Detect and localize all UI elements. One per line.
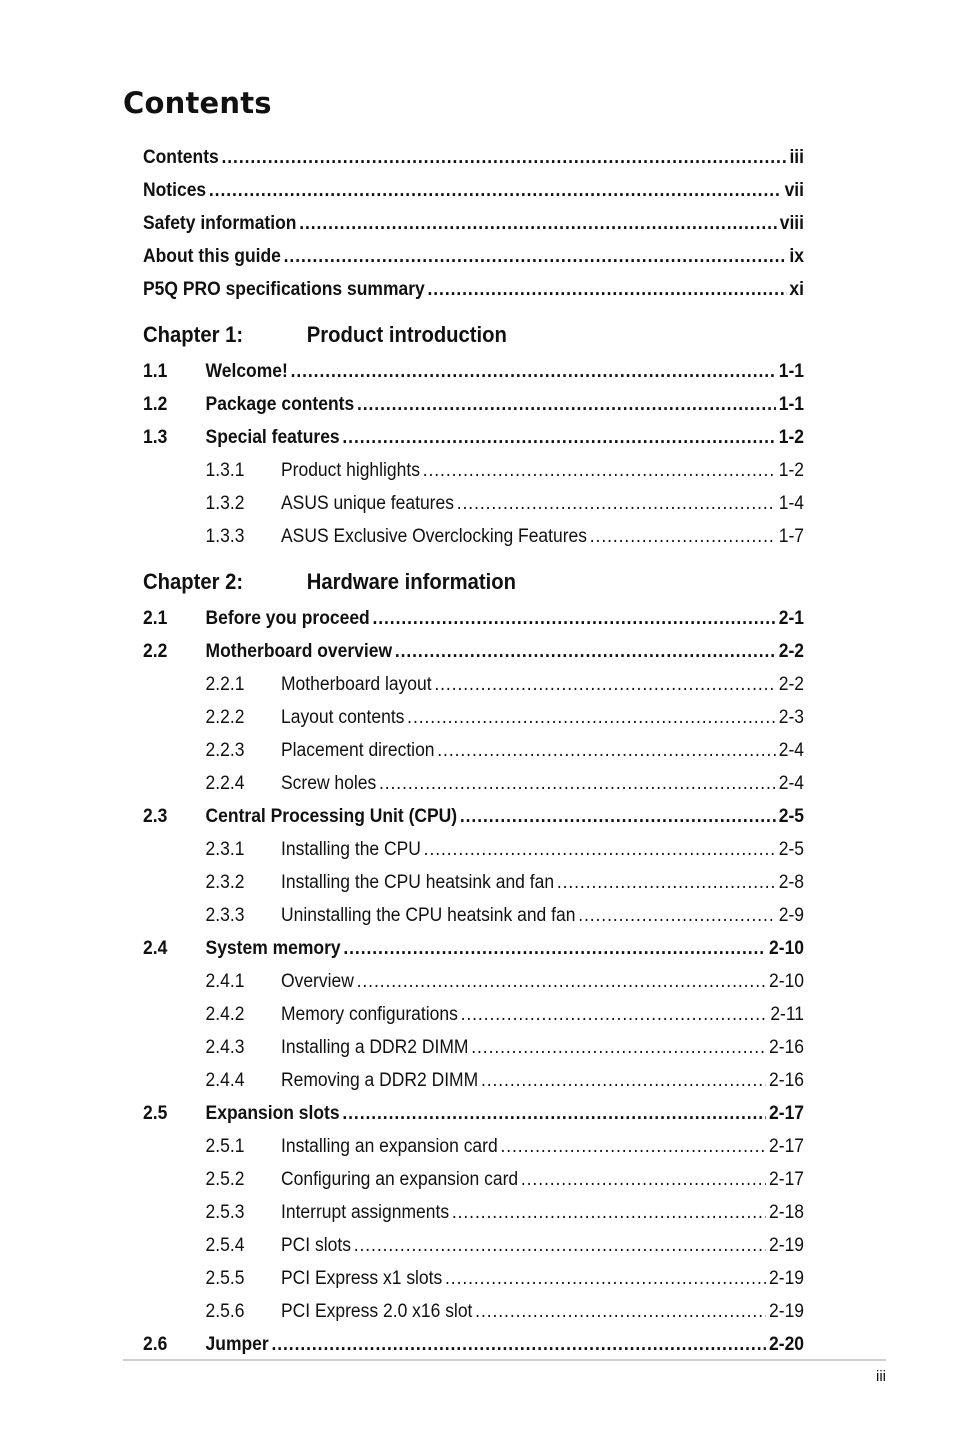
toc-entry-page: 2-16 <box>769 1037 805 1058</box>
toc-entry-page: 2-9 <box>778 905 805 926</box>
toc-entry-title: Package contents <box>205 394 355 415</box>
toc-entry[interactable] <box>143 207 804 240</box>
toc-entry-number: 2.5.3 <box>205 1202 245 1223</box>
toc-entry-page: iii <box>789 147 805 168</box>
toc-entry-title: Removing a DDR2 DIMM <box>281 1070 479 1091</box>
toc-entry-number: 2.3.3 <box>205 905 245 926</box>
toc-entry-page: 2-19 <box>769 1235 805 1256</box>
toc-entry-number: 2.5.2 <box>205 1169 245 1190</box>
toc-entry-number: 2.4.2 <box>205 1004 245 1025</box>
page-title: Contents <box>123 86 272 120</box>
dot-leader <box>475 1295 766 1328</box>
toc-entry-title: Product highlights <box>281 460 420 481</box>
toc-entry-title: Safety information <box>143 213 297 234</box>
toc-entry-page: 2-17 <box>769 1103 805 1124</box>
toc-entry[interactable] <box>143 1130 804 1163</box>
footer-divider <box>123 1359 886 1361</box>
toc-entry[interactable] <box>143 734 804 767</box>
toc-entry-number: 2.2.2 <box>205 707 245 728</box>
toc-entry[interactable] <box>143 388 804 421</box>
dot-leader <box>222 141 787 174</box>
dot-leader <box>437 734 776 767</box>
dot-leader <box>291 355 776 388</box>
toc-entry[interactable] <box>143 1097 804 1130</box>
toc-entry[interactable] <box>143 141 804 174</box>
toc-entry-page: 1-4 <box>778 493 805 514</box>
toc-entry-title: Contents <box>143 147 219 168</box>
toc-entry-number: 2.5.1 <box>205 1136 245 1157</box>
toc-entry-number: 2.4.4 <box>205 1070 245 1091</box>
toc-entry-number: 2.1 <box>143 608 168 629</box>
toc-entry[interactable] <box>143 454 804 487</box>
dot-leader <box>424 833 776 866</box>
dot-leader <box>284 240 787 273</box>
dot-leader <box>500 1130 766 1163</box>
toc-entry-number: 2.5.5 <box>205 1268 245 1289</box>
toc-entry-page: 2-10 <box>769 938 805 959</box>
toc-entry-page: 1-1 <box>778 394 805 415</box>
toc-entry-title: Before you proceed <box>205 608 370 629</box>
toc-entry-title: ASUS unique features <box>281 493 454 514</box>
toc-entry-number: 1.3.3 <box>205 526 245 547</box>
dot-leader <box>590 520 776 553</box>
toc-entry-number: 2.3.2 <box>205 872 245 893</box>
dot-leader <box>343 932 766 965</box>
toc-entry-number: 2.5 <box>143 1103 168 1124</box>
toc-entry[interactable] <box>143 421 804 454</box>
dot-leader <box>354 1229 767 1262</box>
footer-page-number: iii <box>876 1368 886 1385</box>
toc-entry-page: xi <box>789 279 805 300</box>
toc-entry-page: 2-17 <box>769 1169 805 1190</box>
toc-entry-title: ASUS Exclusive Overclocking Features <box>281 526 588 547</box>
toc-entry[interactable] <box>143 866 804 899</box>
toc-entry-page: 1-1 <box>778 361 805 382</box>
dot-leader <box>457 487 776 520</box>
toc-entry[interactable] <box>143 800 804 833</box>
toc-entry-page: 1-2 <box>778 427 805 448</box>
toc-entry-number: 2.5.6 <box>205 1301 245 1322</box>
toc-entry[interactable] <box>143 1328 804 1361</box>
toc-entry[interactable] <box>143 998 804 1031</box>
toc-entry[interactable] <box>143 635 804 668</box>
toc-entry-page: 2-8 <box>778 872 805 893</box>
toc-entry-number: 1.3 <box>143 427 168 448</box>
toc-entry[interactable] <box>143 602 804 635</box>
toc-entry-number: 2.3 <box>143 806 168 827</box>
toc-entry-title: Layout contents <box>281 707 405 728</box>
toc-entry[interactable] <box>143 1163 804 1196</box>
toc-entry-title: About this guide <box>143 246 281 267</box>
chapter-heading <box>143 315 751 355</box>
dot-leader <box>407 701 776 734</box>
toc-entry-page: 2-19 <box>769 1301 805 1322</box>
dot-leader <box>461 998 768 1031</box>
dot-leader <box>471 1031 766 1064</box>
dot-leader <box>299 207 777 240</box>
toc-entry[interactable] <box>143 767 804 800</box>
toc-entry-title: Jumper <box>205 1334 269 1355</box>
toc-entry[interactable] <box>143 1262 804 1295</box>
toc-entry-page: 2-3 <box>778 707 805 728</box>
toc-entry-page: 2-4 <box>778 740 805 761</box>
toc-entry-number: 2.2 <box>143 641 168 662</box>
toc-entry-title: Installing the CPU <box>281 839 421 860</box>
toc-entry-title: Screw holes <box>281 773 377 794</box>
toc-entry-page: 2-11 <box>770 1004 805 1025</box>
toc-entry[interactable] <box>143 899 804 932</box>
toc-entry-page: 2-19 <box>769 1268 805 1289</box>
toc-entry-title: PCI Express x1 slots <box>281 1268 443 1289</box>
toc-entry[interactable] <box>143 833 804 866</box>
dot-leader <box>445 1262 766 1295</box>
toc-entry-title: Welcome! <box>205 361 288 382</box>
toc-entry[interactable] <box>143 1196 804 1229</box>
toc-entry[interactable] <box>143 965 804 998</box>
chapter-label: Chapter 2: <box>143 569 244 594</box>
toc-entry-page: 2-4 <box>778 773 805 794</box>
chapter-label: Chapter 1: <box>143 322 244 347</box>
dot-leader <box>342 1097 766 1130</box>
toc-entry-number: 2.5.4 <box>205 1235 245 1256</box>
toc-entry-title: Configuring an expansion card <box>281 1169 519 1190</box>
table-of-contents <box>143 141 804 1361</box>
dot-leader <box>557 866 776 899</box>
dot-leader <box>271 1328 766 1361</box>
dot-leader <box>427 273 786 306</box>
toc-entry[interactable] <box>143 355 804 388</box>
toc-entry[interactable] <box>143 1295 804 1328</box>
toc-entry[interactable] <box>143 1229 804 1262</box>
dot-leader <box>209 174 782 207</box>
toc-entry-number: 1.3.1 <box>205 460 245 481</box>
toc-entry-page: vii <box>784 180 805 201</box>
toc-entry-title: Motherboard layout <box>281 674 432 695</box>
toc-entry-title: Installing a DDR2 DIMM <box>281 1037 469 1058</box>
toc-entry[interactable] <box>143 520 804 553</box>
chapter-heading <box>143 562 751 602</box>
toc-entry-page: 2-16 <box>769 1070 805 1091</box>
toc-entry-page: 2-2 <box>778 641 805 662</box>
toc-entry-title: Uninstalling the CPU heatsink and fan <box>281 905 576 926</box>
dot-leader <box>452 1196 766 1229</box>
toc-entry[interactable] <box>143 668 804 701</box>
dot-leader <box>357 388 776 421</box>
chapter-title: Product introduction <box>306 322 507 347</box>
dot-leader <box>460 800 776 833</box>
toc-entry-title: P5Q PRO specifications summary <box>143 279 425 300</box>
toc-entry-number: 2.4.1 <box>205 971 245 992</box>
toc-entry-page: ix <box>789 246 805 267</box>
toc-entry[interactable] <box>143 1064 804 1097</box>
toc-entry-title: Installing the CPU heatsink and fan <box>281 872 555 893</box>
toc-entry-number: 2.4.3 <box>205 1037 245 1058</box>
toc-entry-title: PCI Express 2.0 x16 slot <box>281 1301 473 1322</box>
toc-entry[interactable] <box>143 487 804 520</box>
toc-entry-title: Installing an expansion card <box>281 1136 498 1157</box>
toc-entry-page: 1-2 <box>778 460 805 481</box>
toc-entry-number: 2.2.3 <box>205 740 245 761</box>
chapter-title: Hardware information <box>306 569 516 594</box>
dot-leader <box>357 965 767 998</box>
dot-leader <box>434 668 776 701</box>
toc-entry-title: Central Processing Unit (CPU) <box>205 806 458 827</box>
toc-entry-title: Expansion slots <box>205 1103 340 1124</box>
toc-entry-title: Memory configurations <box>281 1004 458 1025</box>
dot-leader <box>395 635 776 668</box>
toc-entry-page: 2-5 <box>778 839 805 860</box>
toc-entry-number: 2.2.1 <box>205 674 245 695</box>
toc-entry-page: 1-7 <box>778 526 805 547</box>
toc-entry-page: 2-1 <box>778 608 805 629</box>
toc-entry-page: 2-10 <box>769 971 805 992</box>
toc-entry-number: 2.2.4 <box>205 773 245 794</box>
dot-leader <box>521 1163 766 1196</box>
toc-entry[interactable] <box>143 273 804 306</box>
toc-entry-title: System memory <box>205 938 341 959</box>
toc-entry-title: PCI slots <box>281 1235 351 1256</box>
toc-entry-number: 1.2 <box>143 394 168 415</box>
toc-entry-number: 2.3.1 <box>205 839 245 860</box>
toc-entry-title: Motherboard overview <box>205 641 393 662</box>
toc-entry-title: Special features <box>205 427 340 448</box>
toc-entry-number: 1.1 <box>143 361 168 382</box>
dot-leader <box>342 421 776 454</box>
toc-entry-page: 2-2 <box>778 674 805 695</box>
toc-entry-page: 2-5 <box>778 806 805 827</box>
dot-leader <box>481 1064 766 1097</box>
toc-entry-page: viii <box>779 213 805 234</box>
toc-entry-number: 2.4 <box>143 938 168 959</box>
toc-entry[interactable] <box>143 240 804 273</box>
toc-entry-title: Placement direction <box>281 740 435 761</box>
dot-leader <box>423 454 776 487</box>
toc-entry-page: 2-20 <box>769 1334 805 1355</box>
dot-leader <box>578 899 776 932</box>
toc-entry-title: Interrupt assignments <box>281 1202 450 1223</box>
toc-entry[interactable] <box>143 701 804 734</box>
dot-leader <box>379 767 776 800</box>
toc-entry[interactable] <box>143 932 804 965</box>
toc-entry-title: Overview <box>281 971 354 992</box>
dot-leader <box>372 602 776 635</box>
toc-entry[interactable] <box>143 174 804 207</box>
toc-entry-number: 1.3.2 <box>205 493 245 514</box>
toc-entry[interactable] <box>143 1031 804 1064</box>
toc-entry-number: 2.6 <box>143 1334 168 1355</box>
toc-entry-page: 2-18 <box>769 1202 805 1223</box>
toc-entry-title: Notices <box>143 180 207 201</box>
toc-entry-page: 2-17 <box>769 1136 805 1157</box>
